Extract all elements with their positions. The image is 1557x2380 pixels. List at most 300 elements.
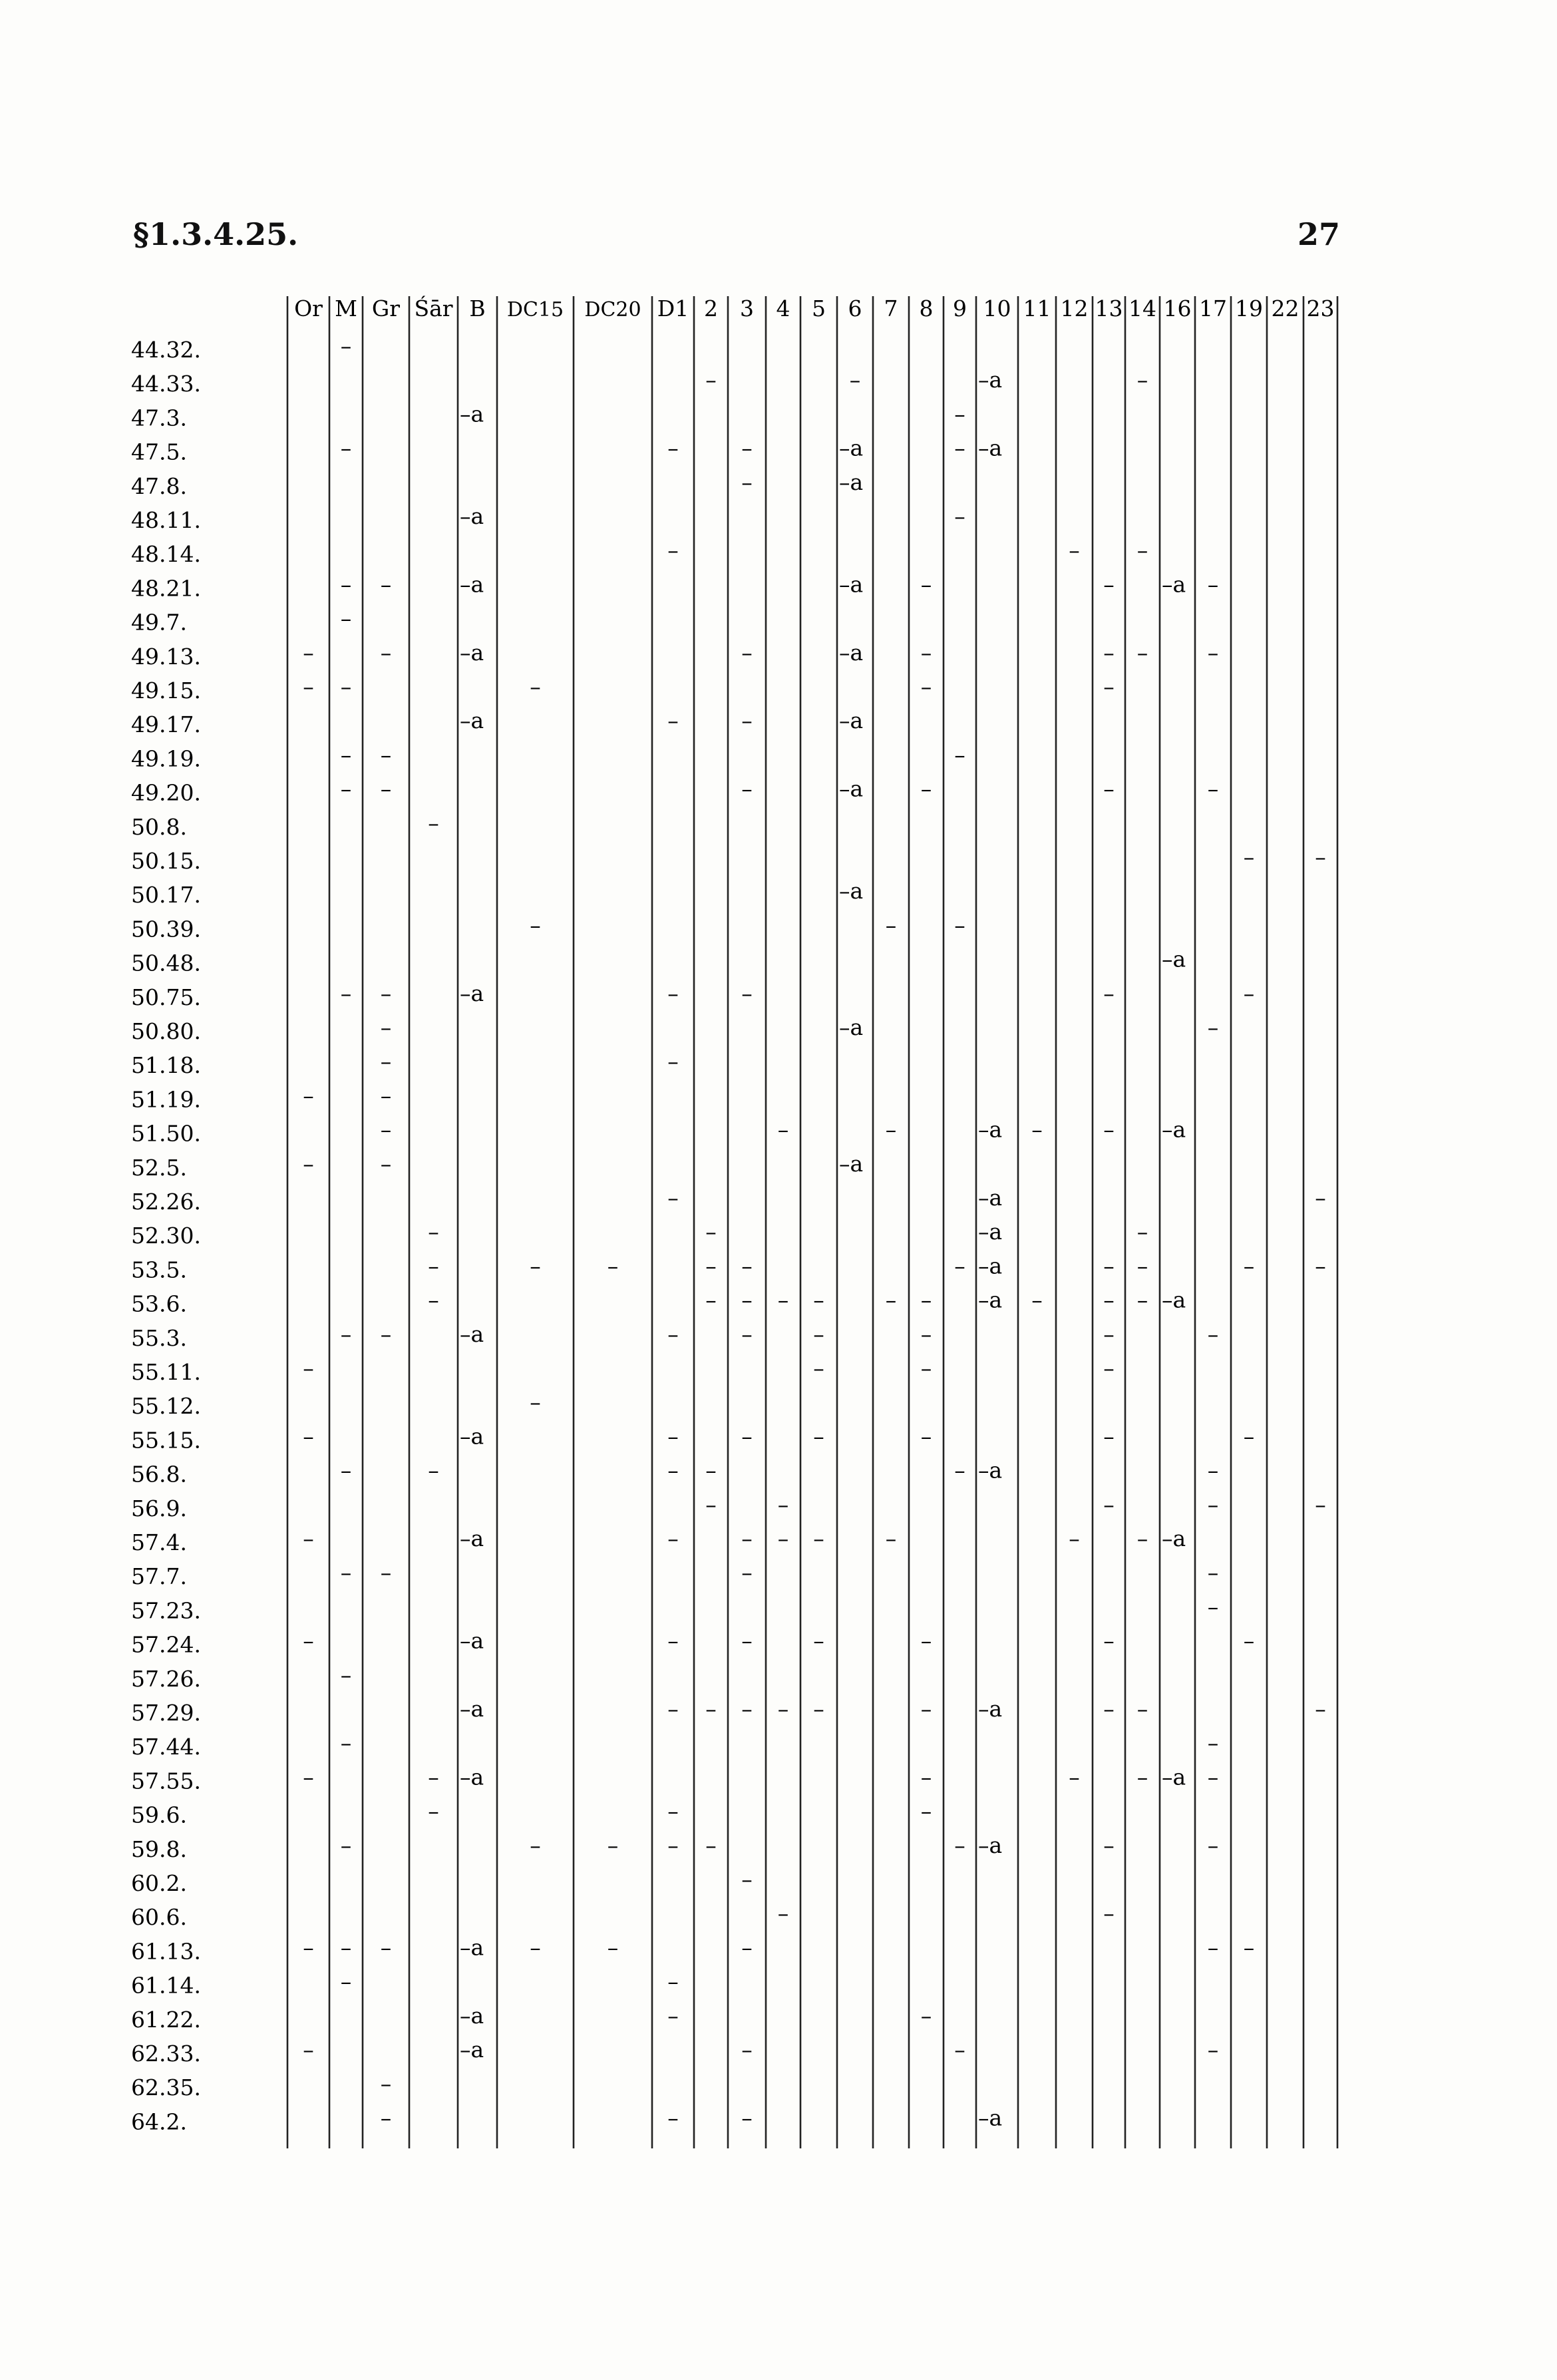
variant-mark: – [920,1798,932,1824]
variant-mark: – [380,571,392,598]
variant-mark: – [920,1696,932,1722]
variant-mark: – [705,1491,717,1517]
variant-mark: – [885,912,897,938]
variant-mark: – [380,1014,392,1040]
variant-mark: – [954,912,965,938]
variant-mark: – [1207,1764,1219,1790]
row-label: 49.15. [131,678,201,703]
variant-mark: – [885,1116,897,1143]
row-label: 60.2. [131,1870,187,1896]
variant-mark: – [428,1764,439,1790]
column-header: 7 [884,296,898,321]
variant-mark: – [741,1287,753,1313]
row-label: 51.19. [131,1086,201,1113]
variant-mark: – [340,980,352,1006]
variant-mark: –a [460,707,484,734]
variant-mark: – [1315,1253,1326,1279]
row-label: 49.20. [131,779,201,806]
variant-mark: – [380,1934,392,1961]
row-label: 49.19. [131,745,201,772]
variant-mark: – [303,1355,314,1381]
variant-mark: – [340,1832,352,1858]
variant-mark: –a [460,571,484,598]
variant-mark: – [1103,980,1115,1006]
section-heading: §1.3.4.25. [133,216,299,252]
variant-mark: –a [460,1423,484,1450]
variant-mark: – [667,1423,679,1450]
variant-mark: – [667,1832,679,1858]
column-header: 4 [776,296,790,321]
variant-mark: – [530,1832,541,1858]
row-label: 57.26. [131,1665,201,1692]
row-label: 57.24. [131,1631,201,1658]
variant-mark: – [705,1696,717,1722]
variant-mark: – [1103,1696,1115,1722]
variant-mark: – [741,2104,753,2131]
variant-mark: – [380,2071,392,2097]
variant-mark: – [380,1150,392,1177]
row-label: 48.11. [131,507,201,533]
variant-mark: – [1103,1423,1115,1450]
variant-mark: – [303,1525,314,1551]
variant-mark: – [1243,1934,1255,1961]
row-label: 47.8. [131,473,187,499]
variant-mark: –a [978,1287,1003,1313]
row-label: 56.8. [131,1461,187,1487]
row-label: 57.7. [131,1563,187,1590]
variant-mark: – [303,674,314,699]
variant-mark: – [1207,1014,1219,1040]
variant-mark: – [303,1423,314,1450]
variant-mark: – [813,1627,824,1654]
variant-mark: – [380,1116,392,1143]
variant-mark: – [1103,1116,1115,1143]
row-label: 55.11. [131,1359,201,1385]
variant-mark: – [741,1423,753,1450]
row-label: 48.14. [131,541,201,568]
variant-mark: – [1103,1627,1115,1654]
variant-mark: – [607,1832,619,1858]
variant-mark: – [813,1320,824,1347]
column-header: 22 [1271,296,1299,321]
variant-mark: – [777,1116,789,1143]
variant-mark: –a [839,639,864,666]
row-label: 56.9. [131,1495,187,1521]
variant-mark: – [920,1355,932,1381]
variant-mark: – [380,2104,392,2131]
variant-mark: – [954,1457,965,1484]
variant-mark: – [380,1048,392,1075]
variant-mark: – [813,1287,824,1313]
row-label: 51.18. [131,1052,201,1079]
variant-mark: – [1103,1355,1115,1381]
variant-mark: – [428,1798,439,1824]
variant-mark: – [1243,1253,1255,1279]
variant-mark: – [530,1389,541,1416]
variant-mark: – [741,2037,753,2063]
variant-mark: – [741,1627,753,1654]
variant-mark: –a [460,2037,484,2063]
row-label: 53.6. [131,1290,187,1317]
variant-mark: –a [978,1185,1003,1211]
variant-mark: – [1136,1253,1148,1279]
row-label: 60.6. [131,1904,187,1931]
variant-mark: – [340,435,352,461]
variant-mark: – [1207,1559,1219,1586]
variant-mark: –a [978,1696,1003,1722]
variant-mark: – [1136,639,1148,666]
variant-mark: – [920,775,932,802]
variant-mark: – [705,1457,717,1484]
variant-mark: – [741,1253,753,1279]
row-label: 55.15. [131,1427,201,1454]
variant-mark: – [885,1525,897,1551]
variant-mark: – [1103,1287,1115,1313]
variant-mark: – [1136,1764,1148,1790]
variant-mark: – [530,1253,541,1279]
column-header: DC20 [584,298,641,321]
variant-mark: – [1243,1627,1255,1654]
variant-mark: – [530,674,541,699]
variant-mark: – [920,1287,932,1313]
variant-mark: –a [460,1696,484,1722]
variant-mark: –a [460,1525,484,1551]
variant-mark: – [1031,1116,1043,1143]
page-number: 27 [1297,216,1340,252]
variant-mark: – [920,1320,932,1347]
variant-mark: –a [460,1320,484,1347]
variant-mark: – [667,1048,679,1075]
column-header: 5 [812,296,826,321]
row-label: 49.7. [131,609,187,636]
row-label: 57.29. [131,1700,201,1726]
variant-mark: – [741,980,753,1006]
row-label: 53.5. [131,1257,187,1283]
variant-mark: – [340,333,352,359]
variant-mark: – [380,639,392,666]
variant-mark: – [813,1525,824,1551]
variant-mark: – [920,2002,932,2029]
variant-mark: – [1103,775,1115,802]
variant-mark: – [667,1696,679,1722]
variant-mark: – [1207,1934,1219,1961]
variant-mark: –a [978,1253,1003,1279]
variant-mark: – [1315,1185,1326,1211]
variant-mark: – [1207,1832,1219,1858]
variant-mark: – [1207,2037,1219,2063]
variant-mark: – [1207,1491,1219,1517]
variant-mark: – [1315,1696,1326,1722]
variant-mark: –a [1162,1764,1186,1790]
column-header: 13 [1095,296,1123,321]
variant-mark: – [1069,1525,1080,1551]
variant-mark: – [954,741,965,768]
row-label: 57.23. [131,1597,201,1624]
variant-mark: – [1207,639,1219,666]
variant-mark: – [954,2037,965,2063]
variant-mark: – [741,1934,753,1961]
variant-mark: – [1031,1287,1043,1313]
variant-mark: – [741,775,753,802]
variant-mark: –a [460,503,484,529]
row-label: 64.2. [131,2108,187,2135]
variant-mark: – [380,741,392,768]
variant-mark: – [1207,1320,1219,1347]
variant-mark: – [303,639,314,666]
variant-mark: – [428,1219,439,1245]
variant-mark: – [705,367,717,393]
variant-mark: –a [1162,1116,1186,1143]
variant-mark: –a [460,1627,484,1654]
variant-mark: – [741,435,753,461]
row-label: 62.35. [131,2075,201,2101]
variant-mark: – [777,1525,789,1551]
variant-mark: –a [839,878,864,904]
variant-mark: –a [460,1764,484,1790]
variant-mark: – [1207,1593,1219,1620]
variant-mark: – [920,1764,932,1790]
variant-mark: – [741,1525,753,1551]
variant-mark: – [667,1185,679,1211]
variant-mark: – [741,639,753,666]
row-label: 55.3. [131,1324,187,1351]
variant-mark: – [340,1661,352,1688]
variant-mark: – [920,571,932,598]
variant-mark: –a [1162,1287,1186,1313]
column-header: D1 [657,296,689,321]
row-label: 55.12. [131,1393,201,1420]
variant-mark: – [1103,1832,1115,1858]
row-label: 44.32. [131,337,201,363]
variant-mark: – [1243,1423,1255,1450]
column-header: 3 [740,296,754,321]
row-label: 44.33. [131,371,201,397]
variant-mark: – [380,1559,392,1586]
column-header: 10 [983,296,1011,321]
row-label: 52.5. [131,1154,187,1181]
variant-mark: – [303,1627,314,1654]
variant-mark: – [1103,1253,1115,1279]
column-header: 17 [1199,296,1227,321]
variant-mark: – [667,2002,679,2029]
variant-mark: – [954,1832,965,1858]
variant-mark: – [667,435,679,461]
variant-mark: –a [460,401,484,427]
column-header: 12 [1060,296,1089,321]
row-label: 47.5. [131,439,187,465]
variant-mark: – [1103,1320,1115,1347]
row-label: 47.3. [131,405,187,431]
row-label: 57.55. [131,1768,201,1794]
variant-mark: –a [1162,571,1186,598]
variant-mark: – [777,1287,789,1313]
variant-mark: – [741,1320,753,1347]
variant-mark: – [428,1457,439,1484]
variant-mark: –a [978,1457,1003,1484]
variant-mark: –a [839,435,864,461]
variant-mark: – [1207,571,1219,598]
variant-mark: –a [978,1219,1003,1245]
variant-mark: – [777,1491,789,1517]
row-label: 57.4. [131,1529,187,1555]
variant-mark: – [705,1219,717,1245]
variant-mark: – [1103,1491,1115,1517]
variant-mark: – [1069,537,1080,564]
variant-mark: – [813,1355,824,1381]
variant-mark: – [777,1900,789,1927]
variant-mark: – [667,707,679,734]
variant-mark: – [340,1730,352,1756]
variant-mark: – [667,537,679,564]
row-label: 50.15. [131,848,201,874]
variant-mark: – [920,674,932,699]
variant-mark: – [1136,367,1148,393]
variant-mark: – [1136,537,1148,564]
row-label: 59.8. [131,1836,187,1862]
variant-mark: – [1103,639,1115,666]
variant-mark: – [1136,1287,1148,1313]
row-label: 59.6. [131,1802,187,1828]
variant-mark: – [741,1559,753,1586]
variant-mark: –a [1162,946,1186,972]
variant-mark: – [667,1457,679,1484]
column-header: M [335,296,357,321]
variant-mark: –a [460,980,484,1006]
variant-mark: – [530,912,541,938]
row-label: 51.50. [131,1120,201,1147]
variant-mark: – [340,741,352,768]
variant-mark: – [303,2037,314,2063]
variant-mark: – [885,1287,897,1313]
variant-mark: – [1103,571,1115,598]
variant-mark: – [667,1798,679,1824]
variant-mark: – [340,1934,352,1961]
variant-mark: – [741,1866,753,1892]
variant-mark: – [705,1832,717,1858]
variant-mark: – [380,980,392,1006]
variant-mark: – [1136,1525,1148,1551]
variant-mark: –a [460,2002,484,2029]
variant-mark: – [303,1150,314,1177]
row-label: 49.17. [131,711,201,738]
column-header: 14 [1128,296,1156,321]
variant-mark: – [1315,1491,1326,1517]
variant-mark: – [380,1082,392,1109]
column-header: DC15 [506,298,564,321]
variant-mark: – [380,1320,392,1347]
row-label: 52.30. [131,1223,201,1249]
variant-mark: – [530,1934,541,1961]
variant-mark: – [667,2104,679,2131]
variant-mark: – [667,1968,679,1995]
variant-mark: – [303,1082,314,1109]
variant-mark: – [340,1559,352,1586]
variant-mark: – [705,1287,717,1313]
variant-mark: – [920,639,932,666]
variant-mark: – [667,1320,679,1347]
variant-mark: – [954,435,965,461]
column-header: 19 [1235,296,1263,321]
variant-mark: –a [978,2104,1003,2131]
variant-mark: –a [978,1116,1003,1143]
column-header: Gr [371,296,401,321]
variant-mark: –a [460,1934,484,1961]
variant-mark: – [954,1253,965,1279]
column-header: Or [294,296,323,321]
column-header: 23 [1306,296,1335,321]
variant-mark: – [741,707,753,734]
column-header: 6 [848,296,862,321]
variant-mark: – [1103,674,1115,699]
variant-mark: – [705,1253,717,1279]
variant-mark: – [920,1423,932,1450]
variant-mark: – [667,1627,679,1654]
variant-mark: – [340,1968,352,1995]
row-label: 57.44. [131,1734,201,1760]
variant-mark: – [1103,1900,1115,1927]
variant-mark: – [1243,980,1255,1006]
variant-mark: – [340,1320,352,1347]
row-label: 49.13. [131,643,201,670]
variant-mark: – [340,674,352,699]
column-header: Śār [414,296,453,321]
variant-mark: – [920,1627,932,1654]
variant-mark: –a [978,1832,1003,1858]
variant-mark: – [813,1696,824,1722]
variant-mark: – [667,980,679,1006]
variant-mark: – [1136,1219,1148,1245]
variant-mark: –a [839,1014,864,1040]
variant-mark: –a [839,775,864,802]
variant-mark: – [340,1457,352,1484]
variant-mark: – [813,1423,824,1450]
variant-mark: – [1315,844,1326,870]
row-label: 61.22. [131,2006,201,2033]
variant-mark: – [607,1253,619,1279]
variant-mark: – [741,469,753,495]
variant-mark: –a [839,1150,864,1177]
row-label: 61.13. [131,1938,201,1965]
variant-mark: – [954,503,965,529]
variant-mark: – [428,1253,439,1279]
column-header: 8 [919,296,934,321]
variant-mark: – [340,571,352,598]
variant-mark: –a [839,707,864,734]
variant-mark: – [777,1696,789,1722]
row-label: 50.48. [131,950,201,976]
variant-mark: – [1207,1457,1219,1484]
variant-mark: – [1207,775,1219,802]
column-header: 9 [953,296,967,321]
variant-mark: – [1136,1696,1148,1722]
variant-mark: – [1069,1764,1080,1790]
variant-mark: – [741,1696,753,1722]
variant-mark: – [667,1525,679,1551]
row-label: 52.26. [131,1189,201,1215]
variant-mark: – [340,605,352,632]
variant-mark: –a [839,469,864,495]
variant-mark: – [428,809,439,836]
variant-mark: –a [460,639,484,666]
column-header: 2 [704,296,718,321]
variant-mark: – [849,367,861,393]
variant-mark: – [1207,1730,1219,1756]
variant-mark: – [380,775,392,802]
variant-mark: – [340,775,352,802]
row-label: 50.8. [131,813,187,840]
row-label: 61.14. [131,1972,201,1999]
variant-mark: – [303,1934,314,1961]
